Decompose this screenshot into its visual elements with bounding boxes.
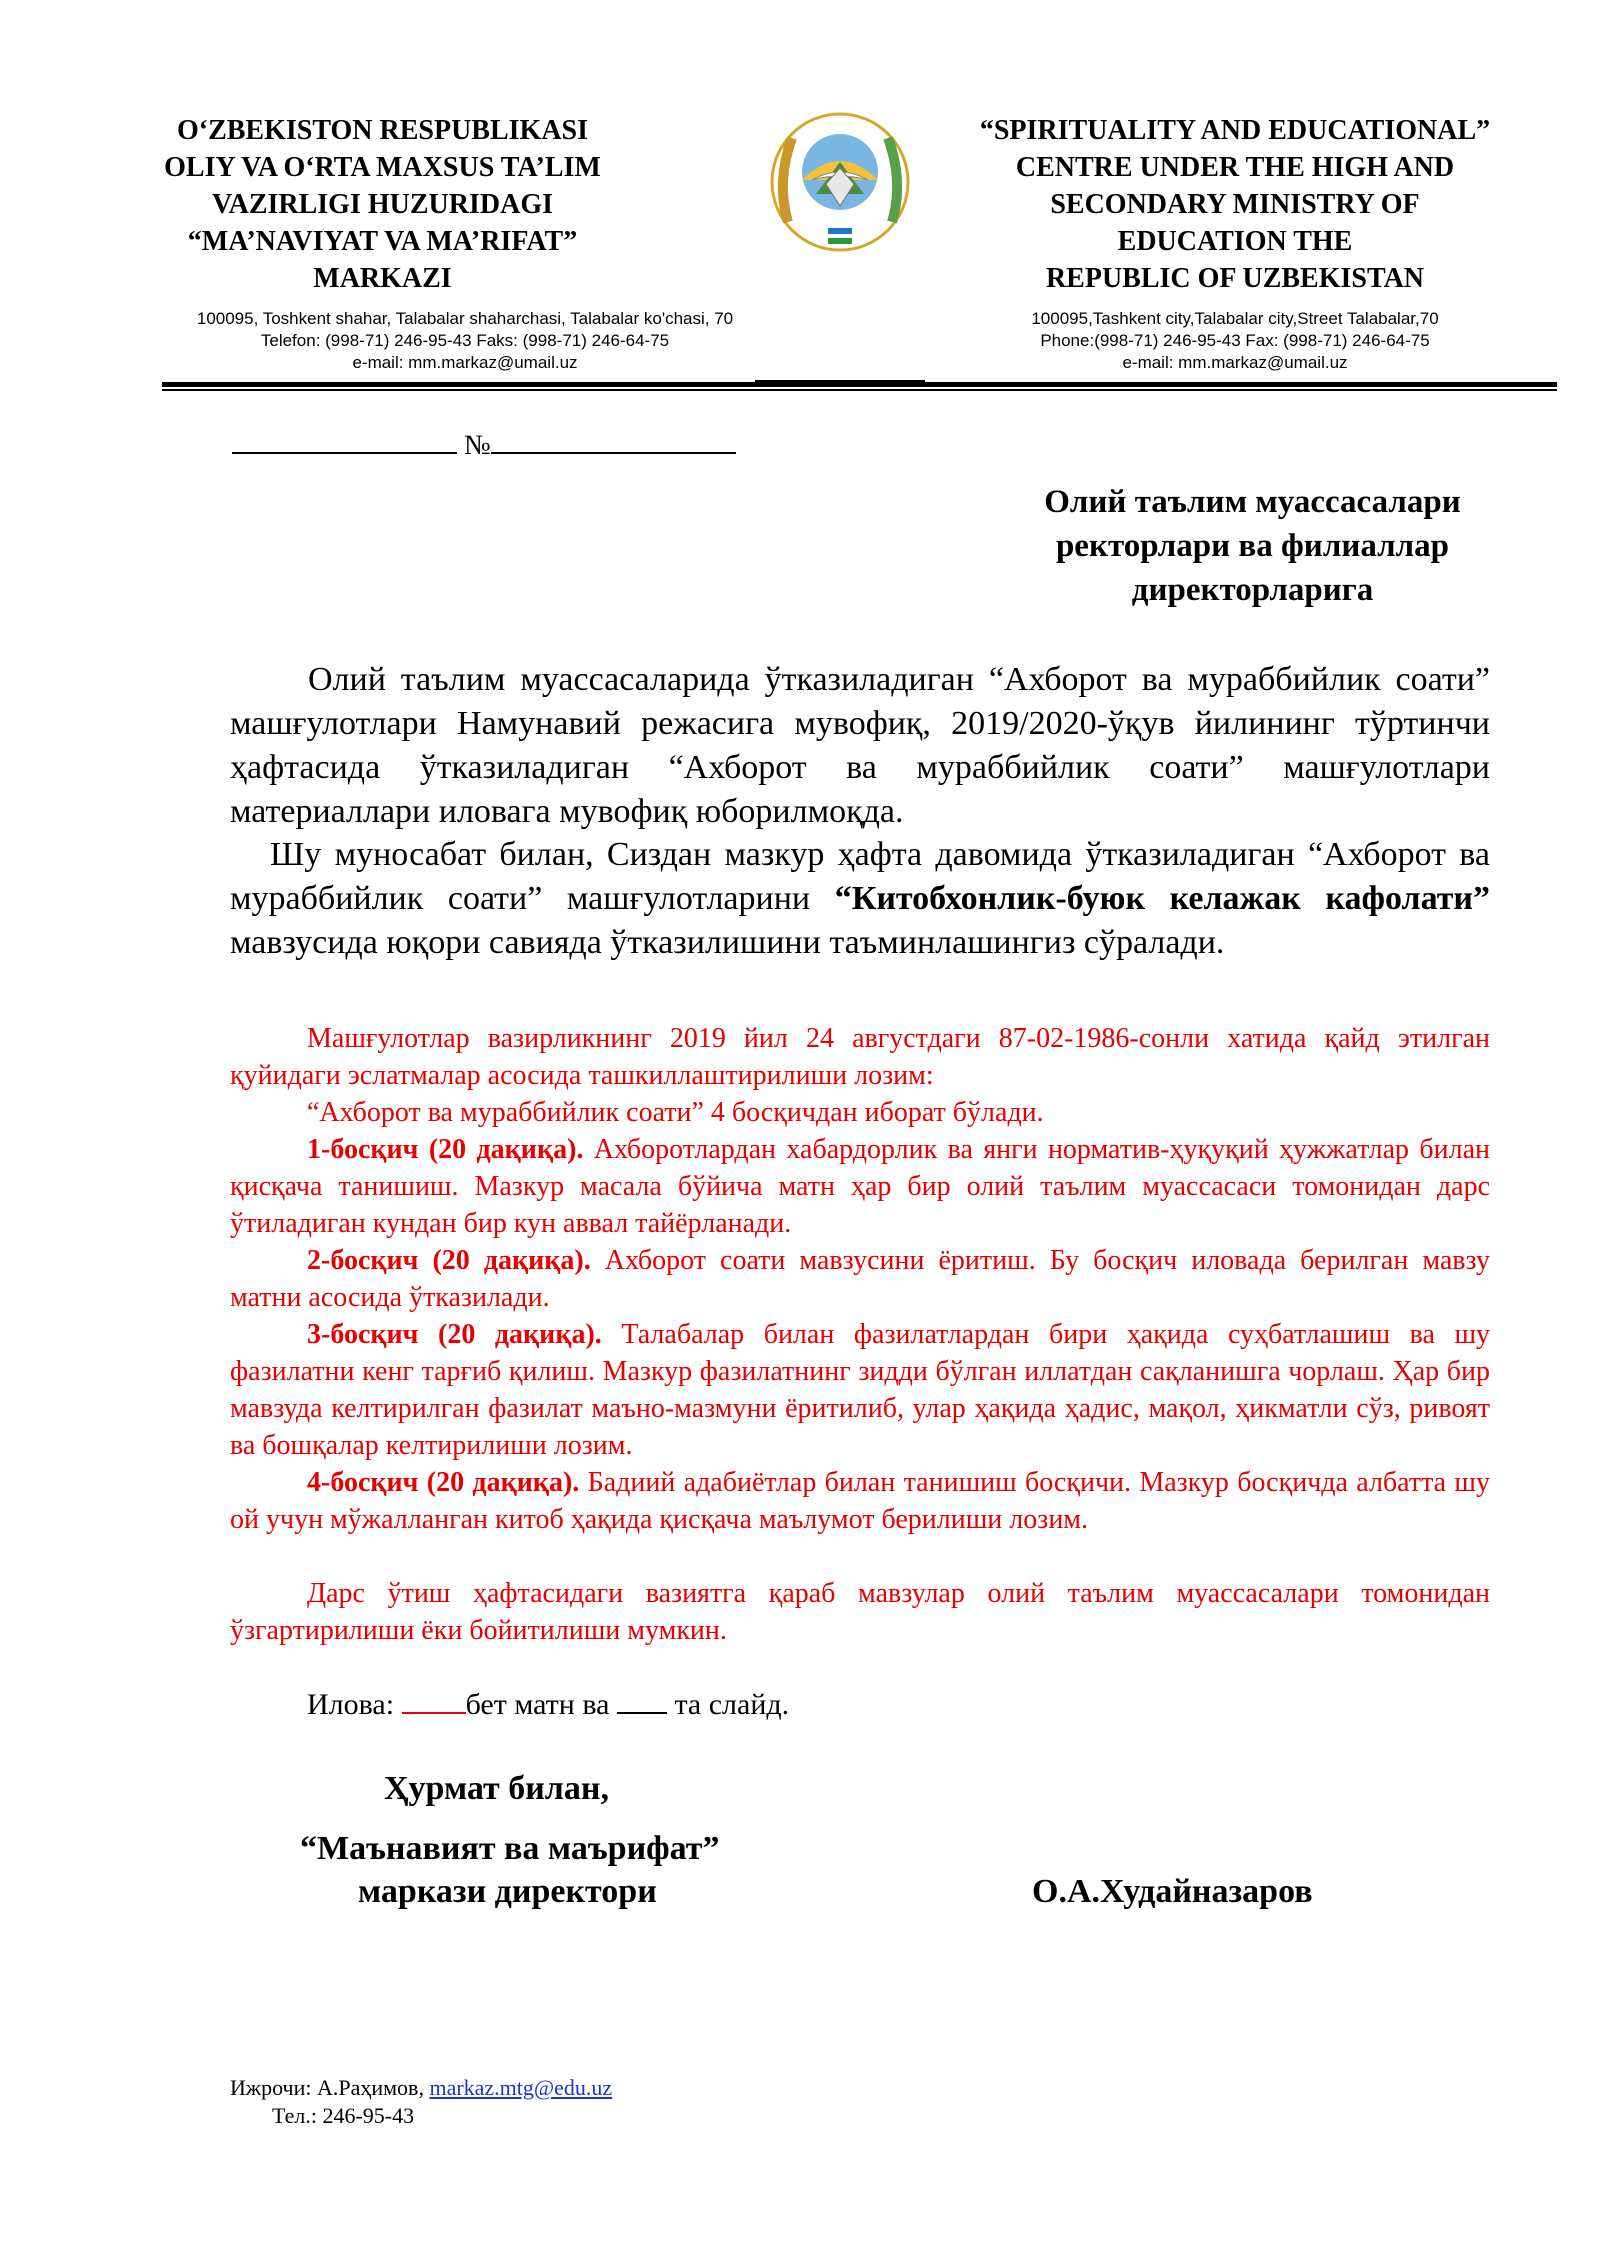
attachment-label: Илова: <box>307 1688 402 1721</box>
stage-label: 2-босқич (20 дақиқа). <box>307 1245 591 1276</box>
addressee-line: Олий таълим муассасалари <box>1044 484 1461 520</box>
header-divider-thick <box>162 382 1557 387</box>
date-blank <box>232 428 457 454</box>
header-right-org <box>930 112 1540 297</box>
address-line: 100095,Tashkent city,Talabalar city,Street Talabalar,70 <box>1031 309 1439 328</box>
org-line: OLIY VA O‘RTA MAXSUS TA’LIM <box>164 152 601 183</box>
topic-title: “Китобхонлик-буюк келажак кафолати” <box>834 880 1491 917</box>
org-line: CENTRE UNDER THE HIGH AND <box>1015 152 1455 183</box>
paragraph-text: Шу муносабат билан, Сиздан мазкур ҳафта давомида ўтказиладиган “Ахборот ва мураббийлик соати” машғулотларини <box>230 836 1490 917</box>
stage-label: 4-босқич (20 дақиқа). <box>307 1467 580 1498</box>
note-paragraph: Машғулотлар вазирликнинг 2019 йил 24 августдаги 87-02-1986-сонли хатида қайд этилган қуйидаги эслатмалар асосида ташкиллаштирилиши лозим: <box>230 1023 1490 1091</box>
number-symbol: № <box>464 430 491 461</box>
attachment-text: та слайд. <box>666 1688 790 1721</box>
attachment-text: бет матн ва <box>465 1688 617 1721</box>
stage-3-paragraph <box>230 1316 1490 1464</box>
note-paragraph: “Ахборот ва мураббийлик соати” 4 босқичдан иборат бўлади. <box>307 1097 1044 1128</box>
executor-email-link[interactable]: markaz.mtg@edu.uz <box>429 2075 613 2100</box>
org-line: O‘ZBEKISTON RESPUBLIKASI <box>176 115 589 146</box>
document-number-line <box>232 428 736 462</box>
org-line: EDUCATION THE <box>1117 226 1353 257</box>
attachment-line <box>307 1688 789 1722</box>
address-right <box>990 308 1480 374</box>
closing-regards: Ҳурмат билан, <box>384 1770 609 1807</box>
paragraph-text: мавзусида юқори савияда ўтказилишини таъминлашингиз сўралади. <box>230 924 1225 961</box>
address-line: Telefon: (998-71) 246-95-43 Faks: (998-71) 246-64-75 <box>260 331 670 350</box>
org-line: SECONDARY MINISTRY OF <box>1050 189 1420 220</box>
address-line: Phone:(998-71) 246-95-43 Fax: (998-71) 246-64-75 <box>1040 331 1430 350</box>
org-line: MARKAZI <box>313 263 452 294</box>
stage-4-paragraph <box>230 1464 1490 1538</box>
addressee-line: ректорлари ва филиаллар <box>1055 528 1450 564</box>
number-blank <box>491 428 736 454</box>
executor-phone: Тел.: 246-95-43 <box>272 2103 415 2128</box>
executor-line <box>230 2073 612 2103</box>
address-line: e-mail: mm.markaz@umail.uz <box>1122 353 1348 372</box>
stage-text: Талабалар билан фазилатлардан бири ҳақида суҳбатлашиш ва шу фазилатни кенг тарғиб қилиш. Мазкур фазилатнинг зидди бўлган иллатдан сақланишга чорлаш. Ҳар бир мавзуда келтирилган фазилат маъно-мазмуни ёритилиб, улар ҳақида ҳадис, мақол, ҳикматли сўз, ривоят ва бошқалар келтирилиши лозим. <box>230 1319 1491 1461</box>
address-left <box>140 308 790 374</box>
note-paragraph: Дарс ўтиш ҳафтасидаги вазиятга қараб мавзулар олий таълим муассасалари томонидан ўзгартирилиши ёки бойитилиши мумкин. <box>230 1578 1490 1646</box>
uzbekistan-coat-of-arms-icon <box>766 102 914 266</box>
stage-1-paragraph <box>230 1131 1490 1242</box>
org-line: “MA’NAVIYAT VA MA’RIFAT” <box>187 226 578 257</box>
stage-label: 1-босқич (20 дақиқа). <box>307 1134 584 1165</box>
header-divider-thin <box>162 389 1557 391</box>
addressee-line: директорларига <box>1131 572 1374 608</box>
address-line: e-mail: mm.markaz@umail.uz <box>352 353 578 372</box>
addressee <box>980 480 1525 612</box>
stage-2-paragraph <box>230 1242 1490 1316</box>
signer-name: О.А.Худайназаров <box>1032 1873 1313 1910</box>
stage-text: Бадиий адабиётлар билан танишиш босқичи. Мазкур босқичда албатта шу ой учун мўжалланган китоб ҳақида қисқача маълумот берилиши лозим. <box>230 1467 1490 1535</box>
signer-org: “Маънавият ва маърифат” <box>300 1830 720 1867</box>
body-paragraph-2 <box>230 833 1490 965</box>
org-line: “SPIRITUALITY AND EDUCATIONAL” <box>979 115 1491 146</box>
stage-text: Ахборот соати мавзусини ёритиш. Бу босқич иловада берилган мавзу матни асосида ўтказилади. <box>230 1245 1490 1313</box>
org-line: REPUBLIC OF UZBEKISTAN <box>1045 263 1425 294</box>
address-line: 100095, Toshkent shahar, Talabalar shaharchasi, Talabalar ko'chasi, 70 <box>196 309 734 328</box>
stage-text: Ахборотлардан хабардорлик ва янги норматив-ҳуқуқий ҳужжатлар билан қисқача танишиш. Мазкур масала бўйича матн ҳар бир олий таълим муассасаси томонидан дарс ўтиладиган кундан бир кун аввал тайёрланади. <box>230 1134 1491 1239</box>
slides-blank <box>617 1688 667 1714</box>
org-line: VAZIRLIGI HUZURIDAGI <box>211 189 553 220</box>
signer-title: маркази директори <box>358 1873 657 1910</box>
stage-label: 3-босқич (20 дақиқа). <box>307 1319 602 1350</box>
header-left-org <box>150 112 615 297</box>
executor-label: Ижрочи: А.Раҳимов, <box>230 2075 430 2100</box>
body-paragraph-1: Олий таълим муассасаларида ўтказиладиган “Ахборот ва мураббийлик соати” машғулотлари Намунавий режасига мувофиқ, 2019/2020-ўқув йилининг тўртинчи ҳафтасида ўтказиладиган “Ахборот ва мураббийлик соати” машғулотлари материаллари иловага мувофиқ юборилмоқда. <box>230 661 1490 830</box>
pages-blank <box>402 1688 466 1714</box>
